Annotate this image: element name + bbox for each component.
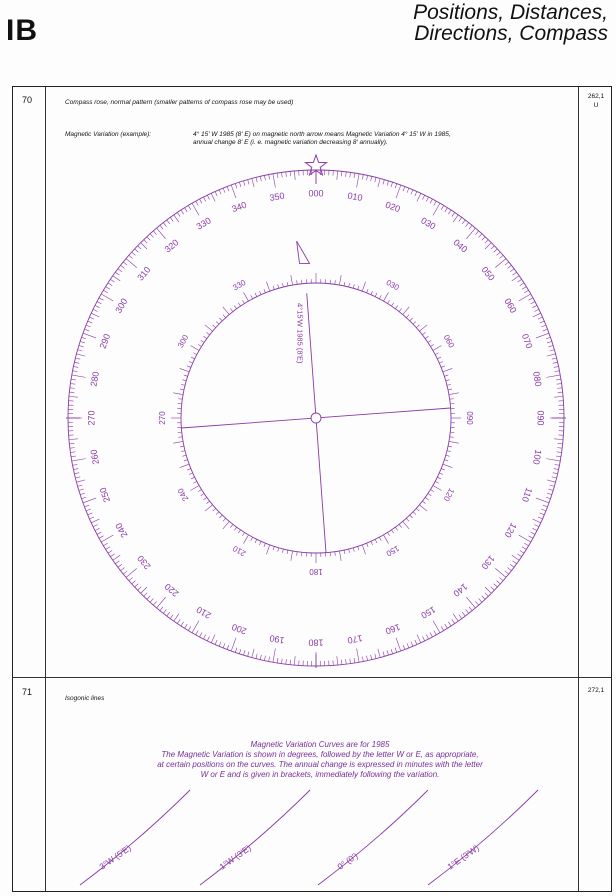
outer-bearing-label: 300 <box>113 296 130 315</box>
outer-bearing-label: 180 <box>308 637 324 648</box>
variation-label: Magnetic Variation (example): <box>65 131 152 138</box>
outer-bearing-label: 100 <box>530 448 544 466</box>
inner-bearing-label: 060 <box>441 333 457 350</box>
outer-bearing-label: 320 <box>162 237 181 255</box>
outer-bearing-label: 080 <box>530 370 544 388</box>
outer-bearing-label: 330 <box>194 215 213 232</box>
inner-bearing-label: 120 <box>441 486 457 503</box>
reference-262-1: 262,1 <box>587 93 605 100</box>
isogonic-line <box>200 790 310 885</box>
outer-bearing-label: 130 <box>479 553 497 572</box>
isogonic-caption: Isogonic lines <box>65 695 105 702</box>
isogonic-label: 1°W (3'E) <box>217 842 253 872</box>
outer-bearing-label: 210 <box>194 604 213 621</box>
inner-bearing-label: 210 <box>231 543 248 559</box>
outer-bearing-label: 000 <box>308 188 324 199</box>
outer-bearing-label: 050 <box>479 264 497 283</box>
outer-bearing-label: 280 <box>88 370 102 388</box>
title-line-2: Directions, Compass <box>414 22 608 45</box>
outer-bearing-label: 200 <box>230 621 248 637</box>
isogonic-label: 3°W (5'E) <box>97 842 133 872</box>
outer-bearing-label: 260 <box>88 448 102 466</box>
compass-rose-caption: Compass rose, normal pattern (smaller patterns of compass rose may be used) <box>65 99 294 106</box>
outer-bearing-label: 030 <box>419 215 438 232</box>
outer-bearing-label: 070 <box>519 332 535 350</box>
inner-bearing-label: 240 <box>175 486 191 503</box>
outer-bearing-label: 040 <box>451 237 470 255</box>
reference-272-1: 272,1 <box>587 687 605 694</box>
outer-bearing-label: 150 <box>419 604 438 621</box>
isogonic-label: 1°E (3'W) <box>445 842 481 872</box>
inner-bearing-label: 300 <box>175 333 191 350</box>
outer-bearing-label: 170 <box>346 632 364 646</box>
reference-u: U <box>593 102 599 109</box>
outer-bearing-label: 120 <box>502 521 519 540</box>
variation-text-2: annual change 8' E (i. e. magnetic variation decreasing 8' annually). <box>193 139 388 146</box>
outer-bearing-label: 230 <box>135 553 153 572</box>
inner-bearing-label: 330 <box>231 277 248 293</box>
isogonic-line <box>428 790 538 885</box>
legend-title: Magnetic Variation Curves are for 1985 <box>250 740 390 749</box>
outer-bearing-label: 060 <box>502 296 519 315</box>
outer-bearing-label: 340 <box>230 199 248 215</box>
inner-bearing-label: 270 <box>158 411 168 425</box>
inner-bearing-label: 180 <box>309 566 323 576</box>
outer-bearing-label: 250 <box>97 486 113 504</box>
legend-line-1: The Magnetic Variation is shown in degrees, followed by the letter W or E, as appropriate, <box>161 750 479 759</box>
variation-text-1: 4° 15' W 1985 (8' E) on magnetic north arrow means Magnetic Variation 4° 15' W in 1985, <box>193 131 451 138</box>
outer-bearing-label: 190 <box>268 632 286 646</box>
magnetic-arrow-label: 4°15'W 1985 (8'E) <box>295 302 305 364</box>
title-line-1: Positions, Distances, <box>413 1 608 24</box>
outer-bearing-label: 160 <box>384 621 402 637</box>
outer-bearing-label: 110 <box>519 486 535 504</box>
outer-bearing-label: 310 <box>135 264 153 283</box>
inner-bearing-label: 030 <box>384 277 401 293</box>
isogonic-line <box>80 790 190 885</box>
legend-line-3: W or E and is given in brackets, immediately following the variation. <box>200 770 440 779</box>
outer-bearing-label: 240 <box>113 521 130 540</box>
outer-bearing-label: 290 <box>97 332 113 350</box>
outer-bearing-label: 140 <box>451 581 470 599</box>
outer-bearing-label: 220 <box>162 581 181 599</box>
outer-bearing-label: 270 <box>86 410 97 426</box>
isogonic-line <box>318 790 428 885</box>
row-number-71: 71 <box>22 687 33 697</box>
outer-bearing-label: 010 <box>346 190 364 204</box>
chart-section-code: IB <box>6 14 38 47</box>
outer-bearing-label: 020 <box>384 199 402 215</box>
isogonic-label: 0° (0') <box>335 850 360 872</box>
row-number-70: 70 <box>22 95 33 105</box>
inner-bearing-label: 150 <box>384 543 401 559</box>
outer-bearing-label: 090 <box>535 410 546 426</box>
inner-bearing-label: 090 <box>464 411 474 425</box>
legend-line-2: at certain positions on the curves. The annual change is expressed in minutes with the letter <box>157 760 483 769</box>
outer-bearing-label: 350 <box>268 190 286 204</box>
